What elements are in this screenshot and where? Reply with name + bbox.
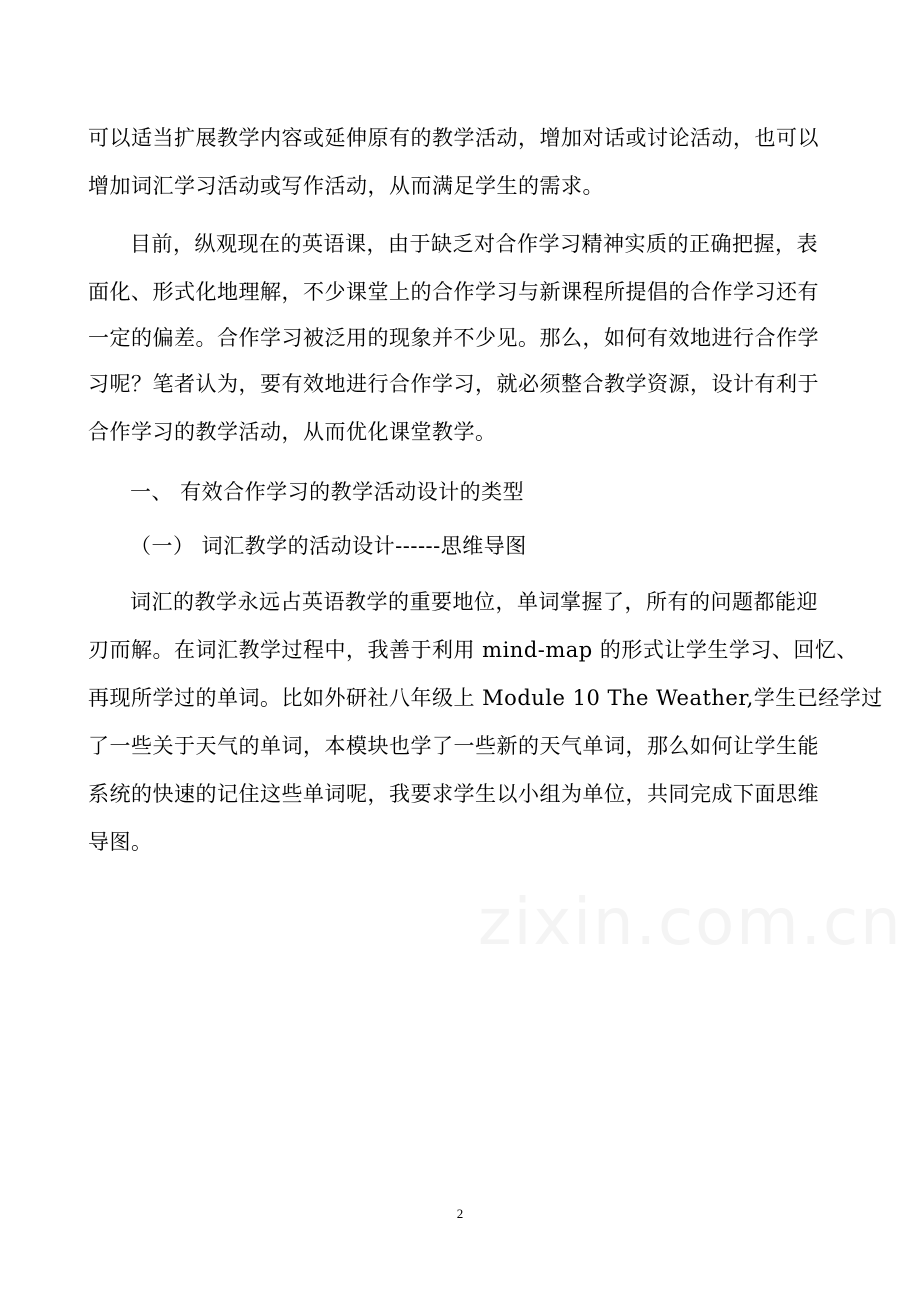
- paragraph-3-line-1: 词汇的教学永远占英语教学的重要地位，单词掌握了，所有的问题都能迎: [130, 590, 818, 614]
- paragraph-2-line-2: 面化、形式化地理解，不少课堂上的合作学习与新课程所提倡的合作学习还有: [88, 280, 819, 304]
- paragraph-1-line-1: 可以适当扩展教学内容或延伸原有的教学活动，增加对话或讨论活动，也可以: [88, 126, 819, 150]
- paragraph-3-line-6: 导图。: [88, 830, 153, 854]
- paragraph-1-line-2: 增加词汇学习活动或写作活动，从而满足学生的需求。: [88, 174, 604, 198]
- paragraph-3-line-2: 刃而解。在词汇教学过程中，我善于利用 mind-map 的形式让学生学习、回忆、: [88, 638, 858, 662]
- paragraph-3-line-5: 系统的快速的记住这些单词呢，我要求学生以小组为单位，共同完成下面思维: [88, 782, 819, 806]
- paragraph-3-line-3: 再现所学过的单词。比如外研社八年级上 Module 10 The Weather,学生已经学过: [88, 686, 883, 710]
- subsection-heading-1: （一） 词汇教学的活动设计------思维导图: [130, 534, 527, 558]
- watermark: zixin.com.cn: [478, 886, 903, 960]
- section-heading-1: 一、 有效合作学习的教学活动设计的类型: [130, 480, 525, 504]
- paragraph-2-line-3: 一定的偏差。合作学习被泛用的现象并不少见。那么，如何有效地进行合作学: [88, 326, 819, 350]
- paragraph-3-line-4: 了一些关于天气的单词，本模块也学了一些新的天气单词，那么如何让学生能: [88, 734, 819, 758]
- paragraph-2-line-4: 习呢？笔者认为，要有效地进行合作学习，就必须整合教学资源，设计有利于: [88, 372, 819, 396]
- paragraph-2-line-5: 合作学习的教学活动，从而优化课堂教学。: [88, 420, 497, 444]
- page-number: 2: [456, 1206, 464, 1221]
- paragraph-2-line-1: 目前，纵观现在的英语课，由于缺乏对合作学习精神实质的正确把握，表: [130, 232, 818, 256]
